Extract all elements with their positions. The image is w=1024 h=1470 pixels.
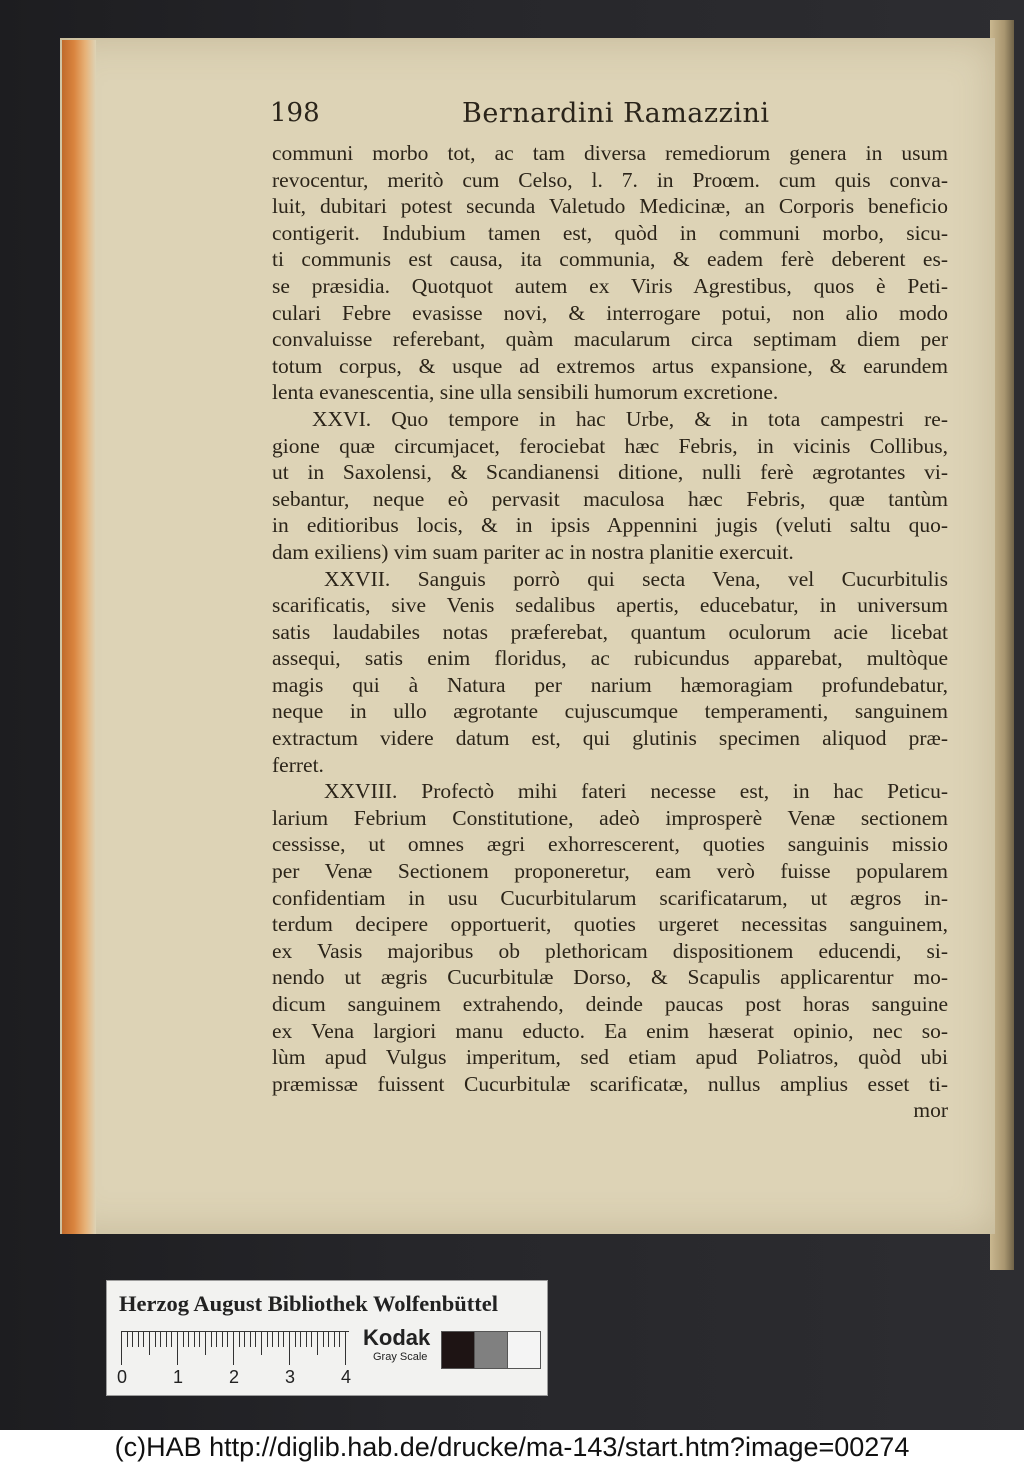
ruler-tick bbox=[160, 1331, 161, 1347]
text-line: revocentur, meritò cum Celso, l. 7. in Proœm. cum quis conva- bbox=[272, 167, 948, 192]
ruler-number: 2 bbox=[229, 1367, 240, 1387]
gray-swatch bbox=[507, 1331, 541, 1369]
text-line: cessisse, ut omnes ægri exhorrescerent, quoties sanguinis missio bbox=[272, 832, 948, 857]
ruler-tick bbox=[323, 1331, 324, 1347]
ruler-tick bbox=[194, 1331, 195, 1347]
page-gutter-edge bbox=[62, 40, 96, 1234]
ruler-scale bbox=[121, 1331, 349, 1367]
ruler-tick bbox=[127, 1331, 128, 1347]
ruler-tick bbox=[239, 1331, 240, 1347]
text-line: sebantur, neque eò pervasit maculosa hæc Febris, quæ tantùm bbox=[272, 486, 948, 511]
gray-swatch bbox=[441, 1331, 475, 1369]
text-line: convaluisse referebant, quàm macularum circa septimam diem per bbox=[272, 327, 948, 352]
text-line: contigerit. Indubium tamen est, quòd in communi morbo, sicu- bbox=[272, 220, 948, 245]
ruler-tick bbox=[233, 1331, 234, 1365]
text-line: per Venæ Sectionem proponeretur, eam verò fuisse popularem bbox=[272, 859, 948, 884]
text-line: ti communis est causa, ita communia, & eadem ferè deberent es- bbox=[272, 247, 948, 272]
kodak-subtitle: Gray Scale bbox=[373, 1351, 428, 1363]
text-line: larium Febrium Constitutione, adeò improsperè Venæ sectionem bbox=[272, 805, 948, 830]
text-line: culari Febre evasisse novi, & interrogare potui, non alio modo bbox=[272, 300, 948, 325]
ruler-tick bbox=[339, 1331, 340, 1347]
text-line: ferret. bbox=[272, 752, 324, 777]
text-line: extractum videre datum est, qui glutinis specimen aliquod præ- bbox=[272, 726, 948, 751]
ruler-tick bbox=[199, 1331, 200, 1347]
text-line: ex Vena largiori manu educto. Ea enim hæserat opinio, nec so- bbox=[272, 1018, 948, 1043]
text-line: XXVI. Quo tempore in hac Urbe, & in tota campestri re- bbox=[312, 406, 948, 431]
page-number: 198 bbox=[270, 98, 320, 128]
ruler-tick bbox=[328, 1331, 329, 1347]
text-line: in editioribus locis, & in ipsis Appennini jugis (veluti saltu quo- bbox=[272, 513, 948, 538]
text-line: mor bbox=[913, 1098, 948, 1123]
ruler-tick bbox=[317, 1331, 318, 1355]
text-line: confidentiam in usu Cucurbitularum scarificatarum, ut ægros in- bbox=[272, 885, 948, 910]
ruler-tick bbox=[177, 1331, 178, 1365]
text-line: lùm apud Vulgus imperitum, sed etiam apud Poliatros, quòd ubi bbox=[272, 1045, 948, 1070]
ruler-tick bbox=[250, 1331, 251, 1347]
ruler-tick bbox=[295, 1331, 296, 1347]
text-line: dicum sanguinem extrahendo, deinde paucas post horas sanguine bbox=[272, 992, 948, 1016]
ruler-tick bbox=[166, 1331, 167, 1347]
text-line: dam exiliens) vim suam pariter ac in nostra planitie exercuit. bbox=[272, 539, 794, 564]
footer-url: (c)HAB http://diglib.hab.de/drucke/ma-143/start.htm?image=00274 bbox=[114, 1432, 910, 1462]
text-line: præmissæ fuissent Cucurbitulæ scarificatæ, nullus amplius esset ti- bbox=[272, 1071, 948, 1096]
text-line: assequi, satis enim floridus, ac rubicundus apparebat, multòque bbox=[272, 646, 948, 671]
text-line: nendo ut ægris Cucurbitulæ Dorso, & Scapulis applicarentur mo- bbox=[272, 965, 948, 990]
text-line: luit, dubitari potest secunda Valetudo Medicinæ, an Corporis beneficio bbox=[272, 194, 948, 219]
ruler-tick bbox=[216, 1331, 217, 1347]
ruler-tick bbox=[149, 1331, 150, 1355]
footer-bar bbox=[0, 1430, 1024, 1470]
ruler-tick bbox=[155, 1331, 156, 1347]
ruler-tick bbox=[289, 1331, 290, 1365]
ruler-number: 1 bbox=[173, 1367, 184, 1387]
ruler-tick bbox=[227, 1331, 228, 1347]
ruler-tick bbox=[244, 1331, 245, 1347]
ruler-number: 3 bbox=[285, 1367, 296, 1387]
text-line: scarificatis, sive Venis sedalibus apertis, educebatur, in universum bbox=[272, 593, 948, 618]
text-line: neque in ullo ægrotante cujuscumque temperamenti, sanguinem bbox=[272, 699, 948, 724]
ruler-tick bbox=[211, 1331, 212, 1347]
ruler-tick bbox=[188, 1331, 189, 1347]
running-head: Bernardini Ramazzini bbox=[462, 98, 770, 129]
ruler-tick bbox=[132, 1331, 133, 1347]
ruler-tick bbox=[171, 1331, 172, 1347]
ruler-tick bbox=[143, 1331, 144, 1347]
ruler-tick bbox=[278, 1331, 279, 1347]
text-line: gione quæ circumjacet, ferociebat hæc Febris, in vicinis Collibus, bbox=[272, 433, 948, 458]
text-line: XXVII. Sanguis porrò qui secta Vena, vel Cucurbitulis bbox=[324, 566, 948, 591]
ruler-tick bbox=[283, 1331, 284, 1347]
ruler-tick bbox=[272, 1331, 273, 1347]
ruler-number: 4 bbox=[341, 1367, 352, 1387]
text-line: totum corpus, & usque ad extremos artus expansione, & earundem bbox=[272, 353, 948, 378]
kodak-logo: Kodak bbox=[363, 1325, 431, 1350]
color-card bbox=[106, 1280, 548, 1396]
text-line: XXVIII. Profectò mihi fateri necesse est, in hac Peticu- bbox=[324, 779, 948, 804]
ruler-tick bbox=[222, 1331, 223, 1347]
page-header bbox=[270, 98, 960, 134]
ruler-tick bbox=[183, 1331, 184, 1347]
ruler-tick bbox=[345, 1331, 346, 1365]
text-line: satis laudabiles notas præferebat, quantum oculorum acie licebat bbox=[272, 619, 948, 644]
ruler-number: 0 bbox=[117, 1367, 128, 1387]
text-line: ex Vasis majoribus ob plethoricam dispositionem educendi, si- bbox=[272, 938, 948, 963]
ruler-tick bbox=[138, 1331, 139, 1347]
text-line: terdum decipere opportuerit, quoties urgeret necessitas sanguinem, bbox=[272, 912, 948, 937]
ruler-tick bbox=[334, 1331, 335, 1347]
gray-swatch bbox=[474, 1331, 508, 1369]
ruler-tick bbox=[255, 1331, 256, 1347]
text-line: communi morbo tot, ac tam diversa remediorum genera in usum bbox=[272, 141, 948, 165]
ruler-tick bbox=[261, 1331, 262, 1355]
text-line: se præsidia. Quotquot autem ex Viris Agrestibus, quos è Peti- bbox=[272, 273, 948, 298]
ruler-tick bbox=[300, 1331, 301, 1347]
ruler-tick bbox=[267, 1331, 268, 1347]
ruler-tick bbox=[121, 1331, 122, 1365]
body-text bbox=[272, 140, 948, 1124]
ruler-tick bbox=[311, 1331, 312, 1347]
library-label: Herzog August Bibliothek Wolfenbüttel bbox=[119, 1291, 498, 1316]
text-line: lenta evanescentia, sine ulla sensibili humorum excretione. bbox=[272, 380, 779, 405]
text-line: ut in Saxolensi, & Scandianensi ditione, nulli ferè ægrotantes vi- bbox=[272, 460, 948, 485]
ruler-tick bbox=[306, 1331, 307, 1347]
ruler-tick bbox=[205, 1331, 206, 1355]
text-line: magis qui à Natura per narium hæmoragiam profundebatur, bbox=[272, 672, 948, 697]
